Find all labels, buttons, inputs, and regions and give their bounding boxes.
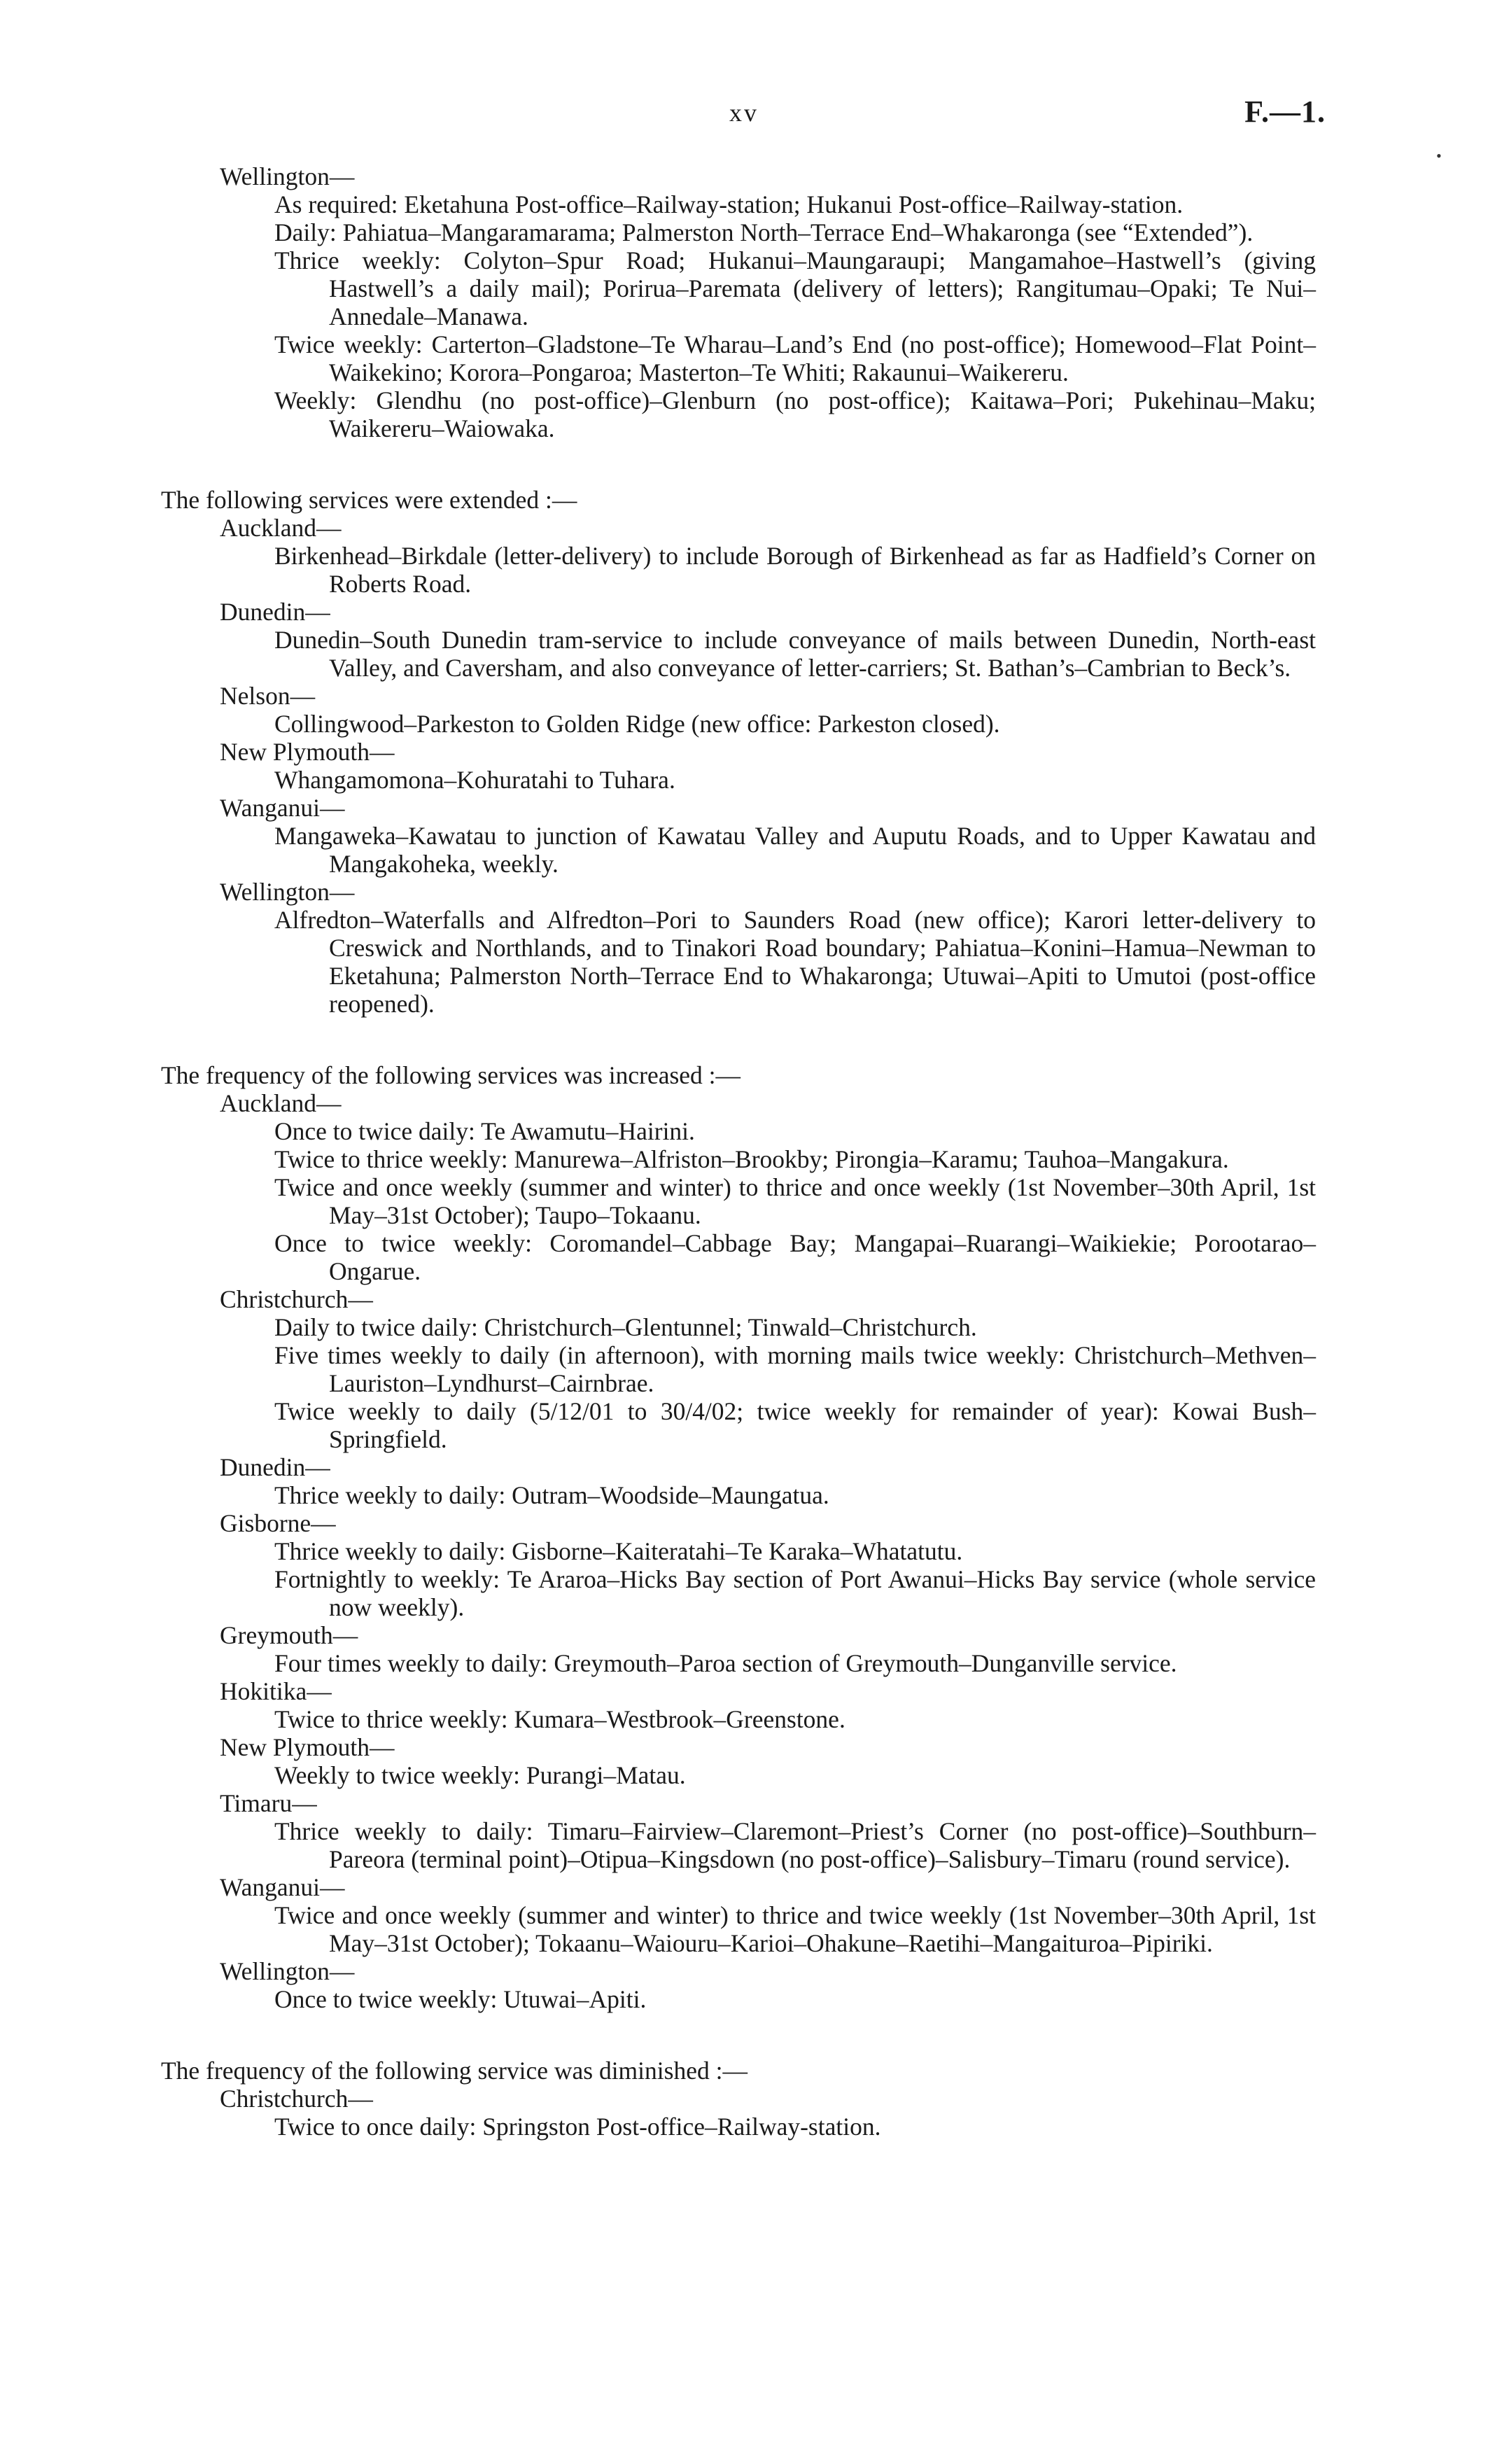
service-entry [274,1117,1316,1145]
service-routes: Birkenhead–Birkdale (letter-delivery) to include Borough of Birkenhead as far as Hadfield’s Corner on Roberts Road. [274,542,1316,598]
region-group [161,1509,1316,1621]
service-entry [274,1901,1316,1957]
parliamentary-paper-reference: F.—1. [1244,94,1326,129]
region-heading: Christchurch— [220,1285,373,1313]
service-entry [274,906,1316,1018]
region-heading: Wellington— [220,162,355,190]
section-intro: The frequency of the following service was diminished :— [161,2057,747,2085]
service-entry [274,190,1316,218]
service-frequency-label: Thrice weekly: [274,246,441,274]
region-group [161,794,1316,878]
region-heading: Nelson— [220,682,316,710]
service-routes: Te Araroa–Hicks Bay section of Port Awanui–Hicks Bay service (whole service now weekly). [329,1565,1317,1621]
region-group [161,162,1316,442]
region-heading: Dunedin— [220,598,330,626]
region-group [161,598,1316,682]
service-frequency-label: Twice and once weekly (summer and winter) to thrice and once weekly (1st November–30th April, 1st May–31st October); [274,1173,1316,1229]
region-heading: New Plymouth— [220,738,395,766]
region-heading: Auckland— [220,1089,342,1117]
service-frequency-label: As required: [274,190,398,218]
service-routes: Outram–Woodside–Maungatua. [512,1481,829,1509]
service-entry [274,1229,1316,1285]
service-frequency-label: Twice to once daily: [274,2113,477,2141]
service-entry [274,1397,1316,1453]
region-heading: Wellington— [220,878,355,906]
service-frequency-label: Thrice weekly to daily: [274,1817,533,1845]
section-intro: The frequency of the following services was increased :— [161,1061,741,1089]
service-entry [274,386,1316,442]
service-frequency-label: Thrice weekly to daily: [274,1481,506,1509]
service-entry [274,1481,1316,1509]
service-routes: Carterton–Gladstone–Te Wharau–Land’s End (no post-office); Homewood–Flat Point–Waikekino; Korora–Pongaroa; Masterton–Te Whiti; Rakaunui–Waikereru. [329,330,1316,386]
service-entry [274,1985,1316,2013]
region-heading: Greymouth— [220,1621,358,1649]
section-2 [161,1061,1316,2013]
service-frequency-label: Fortnightly to weekly: [274,1565,500,1593]
service-entry [274,2113,1316,2141]
region-group [161,1789,1316,1873]
region-heading: Gisborne— [220,1509,336,1537]
document-body [161,162,1316,2141]
service-entry [274,218,1316,246]
service-frequency-label: Once to twice weekly: [274,1985,498,2013]
service-frequency-label: Weekly to twice weekly: [274,1761,521,1789]
service-routes: Manurewa–Alfriston–Brookby; Pirongia–Karamu; Tauhoa–Mangakura. [514,1145,1229,1173]
service-entry [274,1537,1316,1565]
service-routes: Timaru–Fairview–Claremont–Priest’s Corner (no post-office)–Southburn–Pareora (terminal point)–Otipua–Kingsdown (no post-office)–Salisbury–Timaru (round service). [329,1817,1316,1873]
print-speck: • [1436,147,1442,164]
service-routes: Whangamomona–Kohuratahi to Tuhara. [274,766,675,794]
region-group [161,1873,1316,1957]
region-group [161,1089,1316,1285]
service-frequency-label: Twice and once weekly (summer and winter) to thrice and twice weekly (1st November–30th April, 1st May–31st October); [274,1901,1316,1957]
region-group [161,878,1316,1018]
region-group [161,1285,1316,1453]
region-group [161,1733,1316,1789]
region-group [161,682,1316,738]
service-routes: Glendhu (no post-office)–Glenburn (no post-office); Kaitawa–Pori; Pukehinau–Maku; Waikereru–Waiowaka. [329,386,1317,442]
service-routes: Collingwood–Parkeston to Golden Ridge (new office: Parkeston closed). [274,710,1000,738]
service-frequency-label: Twice to thrice weekly: [274,1705,508,1733]
region-heading: Dunedin— [220,1453,330,1481]
service-routes: Christchurch–Methven–Lauriston–Lyndhurst–Cairnbrae. [329,1341,1317,1397]
service-entry [274,1705,1316,1733]
service-entry [274,1649,1316,1677]
region-heading: Wanganui— [220,1873,345,1901]
region-group [161,738,1316,794]
service-frequency-label: Twice weekly to daily (5/12/01 to 30/4/02; twice weekly for remainder of year): [274,1397,1159,1425]
service-entry [274,1565,1316,1621]
region-heading: Auckland— [220,514,342,542]
service-routes: Tokaanu–Waiouru–Karioi–Ohakune–Raetihi–Mangaituroa–Pipiriki. [535,1929,1213,1957]
service-entry [274,626,1316,682]
region-heading: New Plymouth— [220,1733,395,1761]
region-heading: Wanganui— [220,794,345,822]
section-3 [161,2057,1316,2141]
service-frequency-label: Four times weekly to daily: [274,1649,548,1677]
service-frequency-label: Once to twice weekly: [274,1229,532,1257]
service-routes: Coromandel–Cabbage Bay; Mangapai–Ruarangi–Waikiekie; Porootarao–Ongarue. [329,1229,1317,1285]
service-entry [274,1817,1316,1873]
service-routes: Taupo–Tokaanu. [535,1201,701,1229]
service-entry [274,1341,1316,1397]
service-entry [274,542,1316,598]
section-0 [161,162,1316,442]
service-routes: Mangaweka–Kawatau to junction of Kawatau Valley and Auputu Roads, and to Upper Kawatau and Mangakoheka, weekly. [274,822,1316,878]
section-intro: The following services were extended :— [161,486,577,514]
region-heading: Wellington— [220,1957,355,1985]
region-group [161,514,1316,598]
service-routes: Utuwai–Apiti. [503,1985,647,2013]
service-routes: Christchurch–Glentunnel; Tinwald–Christchurch. [484,1313,977,1341]
region-group [161,1621,1316,1677]
region-group [161,1957,1316,2013]
region-heading: Hokitika— [220,1677,332,1705]
service-frequency-label: Twice to thrice weekly: [274,1145,508,1173]
service-routes: Kowai Bush–Springfield. [329,1397,1317,1453]
service-routes: Alfredton–Waterfalls and Alfredton–Pori to Saunders Road (new office); Karori letter-delivery to Creswick and Northlands, and to Tinakori Road boundary; Pahiatua–Konini–Hamua–Newman to Eketahuna; Palmerston North–Terrace End to Whakaronga; Utuwai–Apiti to Umutoi (post-office reopened). [274,906,1316,1018]
service-entry [274,766,1316,794]
service-routes: Greymouth–Paroa section of Greymouth–Dunganville service. [554,1649,1177,1677]
service-routes: Colyton–Spur Road; Hukanui–Maungaraupi; Mangamahoe–Hastwell’s (giving Hastwell’s a daily mail); Porirua–Paremata (delivery of letters); Rangitumau–Opaki; Te Nui–Annedale–Manawa. [329,246,1317,330]
service-frequency-label: Twice weekly: [274,330,423,358]
region-group [161,1677,1316,1733]
service-entry [274,1761,1316,1789]
region-group [161,2085,1316,2141]
service-entry [274,246,1316,330]
service-routes: Springston Post-office–Railway-station. [482,2113,881,2141]
service-frequency-label: Thrice weekly to daily: [274,1537,506,1565]
service-entry [274,1173,1316,1229]
service-entry [274,822,1316,878]
service-routes: Eketahuna Post-office–Railway-station; Hukanui Post-office–Railway-station. [404,190,1184,218]
service-routes: Pahiatua–Mangaramarama; Palmerston North–Terrace End–Whakaronga (see “Extended”). [342,218,1254,246]
service-entry [274,1145,1316,1173]
service-frequency-label: Daily: [274,218,337,246]
region-heading: Christchurch— [220,2085,373,2113]
service-entry [274,710,1316,738]
service-frequency-label: Weekly: [274,386,357,414]
section-1 [161,486,1316,1018]
region-group [161,1453,1316,1509]
service-routes: Dunedin–South Dunedin tram-service to include conveyance of mails between Dunedin, North-east Valley, and Caversham, and also conveyance of letter-carriers; St. Bathan’s–Cambrian to Beck’s. [274,626,1316,682]
service-routes: Te Awamutu–Hairini. [481,1117,695,1145]
service-entry [274,330,1316,386]
region-heading: Timaru— [220,1789,317,1817]
service-frequency-label: Five times weekly to daily (in afternoon), with morning mails twice weekly: [274,1341,1065,1369]
service-entry [274,1313,1316,1341]
service-routes: Gisborne–Kaiteratahi–Te Karaka–Whatatutu. [512,1537,963,1565]
service-frequency-label: Daily to twice daily: [274,1313,478,1341]
service-routes: Kumara–Westbrook–Greenstone. [514,1705,845,1733]
service-frequency-label: Once to twice daily: [274,1117,475,1145]
service-routes: Purangi–Matau. [526,1761,686,1789]
page-number: xv [729,99,759,127]
